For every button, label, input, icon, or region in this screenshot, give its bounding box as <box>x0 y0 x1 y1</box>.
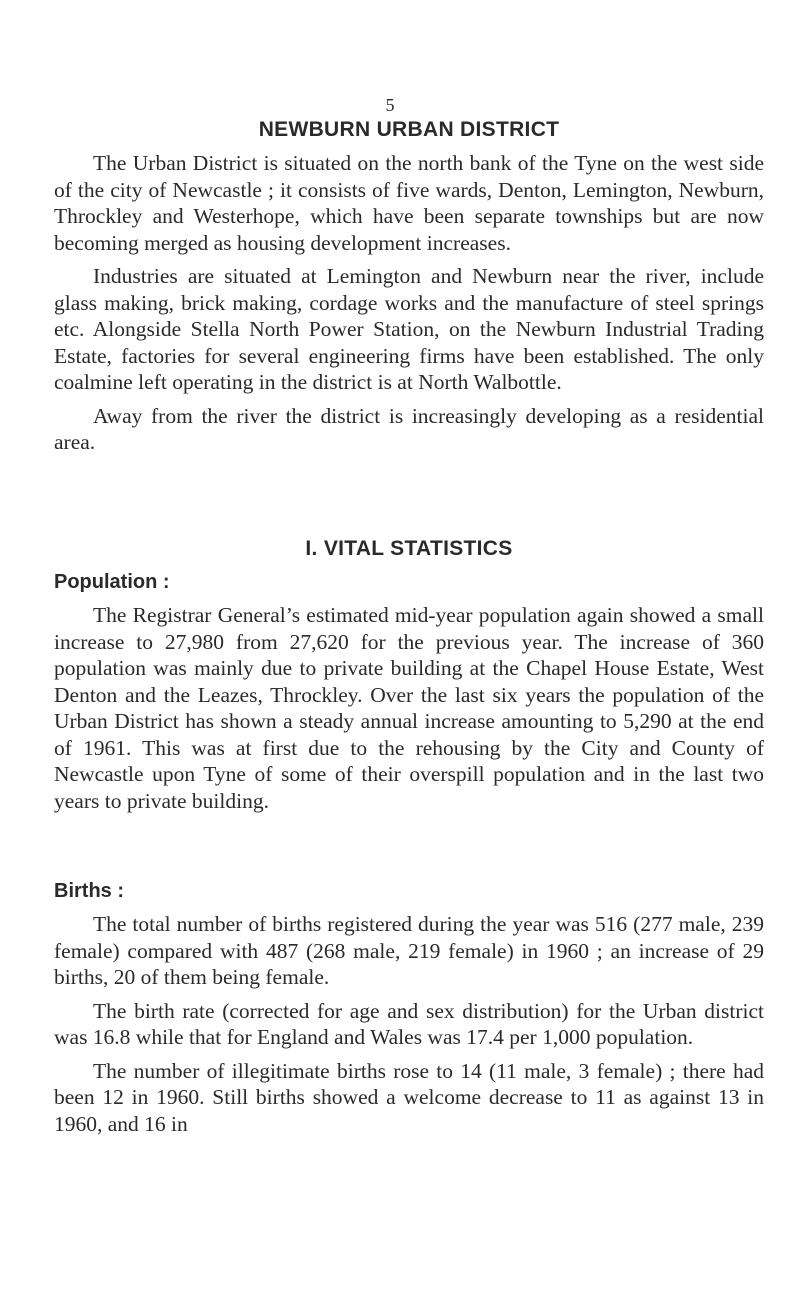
vital-statistics-section <box>54 537 764 561</box>
intro-paragraph-1: The Urban District is situated on the north bank of the Tyne on the west side of the city of Newcastle ; it consists of five wards, Denton, Lemington, Newburn, Throckley and Westerhope, which have been separate townships but are now becoming merged as housing development increases. <box>54 151 764 255</box>
intro-paragraph-2: Industries are situated at Lemington and Newburn near the river, include glass making, brick making, cordage works and the manufacture of steel springs etc. Alongside Stella North Power Station, on the Newburn Industrial Trading Estate, factories for several engineering firms have been established. The only coalmine left operating in the district is at North Walbottle. <box>54 264 764 394</box>
births-paragraph-3: The number of illegitimate births rose to 14 (11 male, 3 female) ; there had been 12 in 1960. Still births showed a welcome decrease to 11 as against 13 in 1960, and 16 in <box>54 1058 764 1136</box>
population-section <box>54 571 764 814</box>
births-paragraph-2: The birth rate (corrected for age and sex distribution) for the Urban district was 16.8 while that for England and Wales was 17.4 per 1,000 population. <box>54 998 764 1049</box>
population-heading: Population : <box>54 571 170 593</box>
intro-section <box>54 118 764 456</box>
births-section <box>54 880 764 1137</box>
births-heading: Births : <box>54 880 124 902</box>
intro-paragraph-3: Away from the river the district is increasingly developing as a residential area. <box>54 403 764 454</box>
births-paragraph-1: The total number of births registered during the year was 516 (277 male, 239 female) compared with 487 (268 male, 219 female) in 1960 ; an increase of 29 births, 20 of them being female. <box>54 912 764 989</box>
page-title: NEWBURN URBAN DISTRICT <box>258 118 560 141</box>
page-number: 5 <box>385 95 395 115</box>
population-paragraph: The Registrar General’s estimated mid-year population again showed a small increase to 27,980 from 27,620 for the previous year. The increase of 360 population was mainly due to private building at the Chapel House Estate, West Denton and the Leazes, Throckley. Over the last six years the population of the Urban District has shown a steady annual increase amounting to 5,290 at the end of 1961. This was at first due to the rehousing by the City and County of Newcastle upon Tyne of some of their overspill population and in the last two years to private building. <box>54 603 764 813</box>
section-heading: I. VITAL STATISTICS <box>305 537 513 560</box>
